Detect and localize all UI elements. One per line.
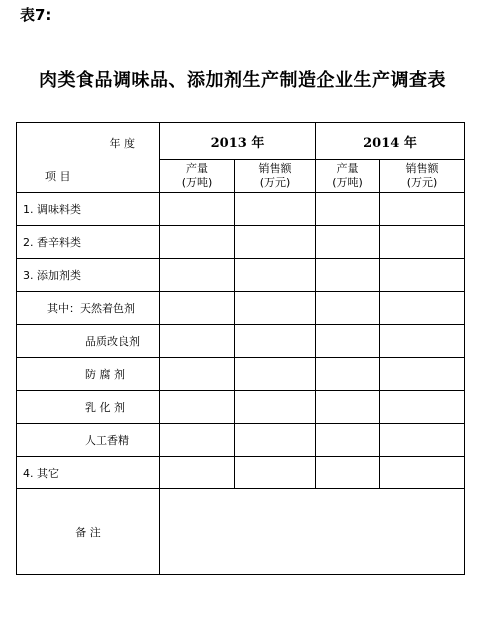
row-label: 乳 化 剂 bbox=[17, 391, 160, 424]
sales-label: 销售额 bbox=[405, 162, 439, 175]
sales-2013-cell[interactable] bbox=[235, 292, 316, 325]
sales-label: 销售额 bbox=[258, 162, 292, 175]
sales-unit: (万元) bbox=[406, 176, 438, 189]
row-label: 3. 添加剂类 bbox=[17, 259, 160, 292]
sales-2013-cell[interactable] bbox=[235, 259, 316, 292]
row-label: 2. 香辛料类 bbox=[17, 226, 160, 259]
output-2014-cell[interactable] bbox=[316, 391, 380, 424]
output-2013-cell[interactable] bbox=[160, 457, 235, 489]
output-2014-cell[interactable] bbox=[316, 226, 380, 259]
item-heading: 项 目 bbox=[45, 170, 71, 183]
output-2014-heading bbox=[316, 160, 380, 193]
output-2013-cell[interactable] bbox=[160, 226, 235, 259]
sales-2014-cell[interactable] bbox=[380, 424, 465, 457]
output-2014-cell[interactable] bbox=[316, 325, 380, 358]
table-row bbox=[17, 391, 465, 424]
row-label: 人工香精 bbox=[17, 424, 160, 457]
sales-2013-cell[interactable] bbox=[235, 457, 316, 489]
output-unit: (万吨) bbox=[332, 176, 363, 189]
output-2013-cell[interactable] bbox=[160, 325, 235, 358]
table-row bbox=[17, 292, 465, 325]
sales-2014-cell[interactable] bbox=[380, 325, 465, 358]
header-corner-cell bbox=[17, 123, 160, 193]
sales-2013-cell[interactable] bbox=[235, 358, 316, 391]
output-2014-cell[interactable] bbox=[316, 193, 380, 226]
remark-row bbox=[17, 489, 465, 575]
sales-2013-cell[interactable] bbox=[235, 391, 316, 424]
output-2014-cell[interactable] bbox=[316, 457, 380, 489]
table-row bbox=[17, 226, 465, 259]
sales-2014-cell[interactable] bbox=[380, 259, 465, 292]
output-2013-cell[interactable] bbox=[160, 424, 235, 457]
row-label: 防 腐 剂 bbox=[17, 358, 160, 391]
sales-2013-cell[interactable] bbox=[235, 424, 316, 457]
output-2014-cell[interactable] bbox=[316, 358, 380, 391]
sales-2013-cell[interactable] bbox=[235, 226, 316, 259]
table-row bbox=[17, 424, 465, 457]
output-unit: (万吨) bbox=[181, 176, 213, 189]
sales-2014-cell[interactable] bbox=[380, 457, 465, 489]
table-number-label: 表7: bbox=[20, 6, 52, 24]
row-label: 4. 其它 bbox=[17, 457, 160, 489]
table-row bbox=[17, 259, 465, 292]
table-row bbox=[17, 325, 465, 358]
output-2014-cell[interactable] bbox=[316, 259, 380, 292]
sales-2014-cell[interactable] bbox=[380, 358, 465, 391]
sales-unit: (万元) bbox=[259, 176, 291, 189]
output-2013-cell[interactable] bbox=[160, 391, 235, 424]
row-label: 1. 调味料类 bbox=[17, 193, 160, 226]
remark-label: 备 注 bbox=[17, 489, 160, 575]
row-label: 品质改良剂 bbox=[17, 325, 160, 358]
page-title: 肉类食品调味品、添加剂生产制造企业生产调查表 bbox=[39, 70, 446, 91]
output-label: 产量 bbox=[186, 162, 208, 175]
year-2014-heading: 2014 年 bbox=[316, 123, 465, 160]
year-heading: 年 度 bbox=[109, 137, 135, 150]
output-label: 产量 bbox=[336, 162, 359, 175]
output-2013-heading bbox=[160, 160, 235, 193]
output-2013-cell[interactable] bbox=[160, 193, 235, 226]
survey-table bbox=[16, 122, 465, 575]
row-label: 其中：天然着色剂 bbox=[17, 292, 160, 325]
sales-2014-cell[interactable] bbox=[380, 193, 465, 226]
sales-2013-cell[interactable] bbox=[235, 193, 316, 226]
table-row bbox=[17, 193, 465, 226]
output-2014-cell[interactable] bbox=[316, 292, 380, 325]
sales-2014-cell[interactable] bbox=[380, 391, 465, 424]
output-2013-cell[interactable] bbox=[160, 259, 235, 292]
sales-2014-cell[interactable] bbox=[380, 292, 465, 325]
table-row bbox=[17, 358, 465, 391]
sales-2014-cell[interactable] bbox=[380, 226, 465, 259]
output-2013-cell[interactable] bbox=[160, 292, 235, 325]
year-header-row bbox=[17, 123, 465, 160]
sales-2013-heading bbox=[235, 160, 316, 193]
table-row bbox=[17, 457, 465, 489]
output-2013-cell[interactable] bbox=[160, 358, 235, 391]
remark-cell[interactable] bbox=[160, 489, 465, 575]
sales-2013-cell[interactable] bbox=[235, 325, 316, 358]
sales-2014-heading bbox=[380, 160, 465, 193]
year-2013-heading: 2013 年 bbox=[160, 123, 316, 160]
output-2014-cell[interactable] bbox=[316, 424, 380, 457]
